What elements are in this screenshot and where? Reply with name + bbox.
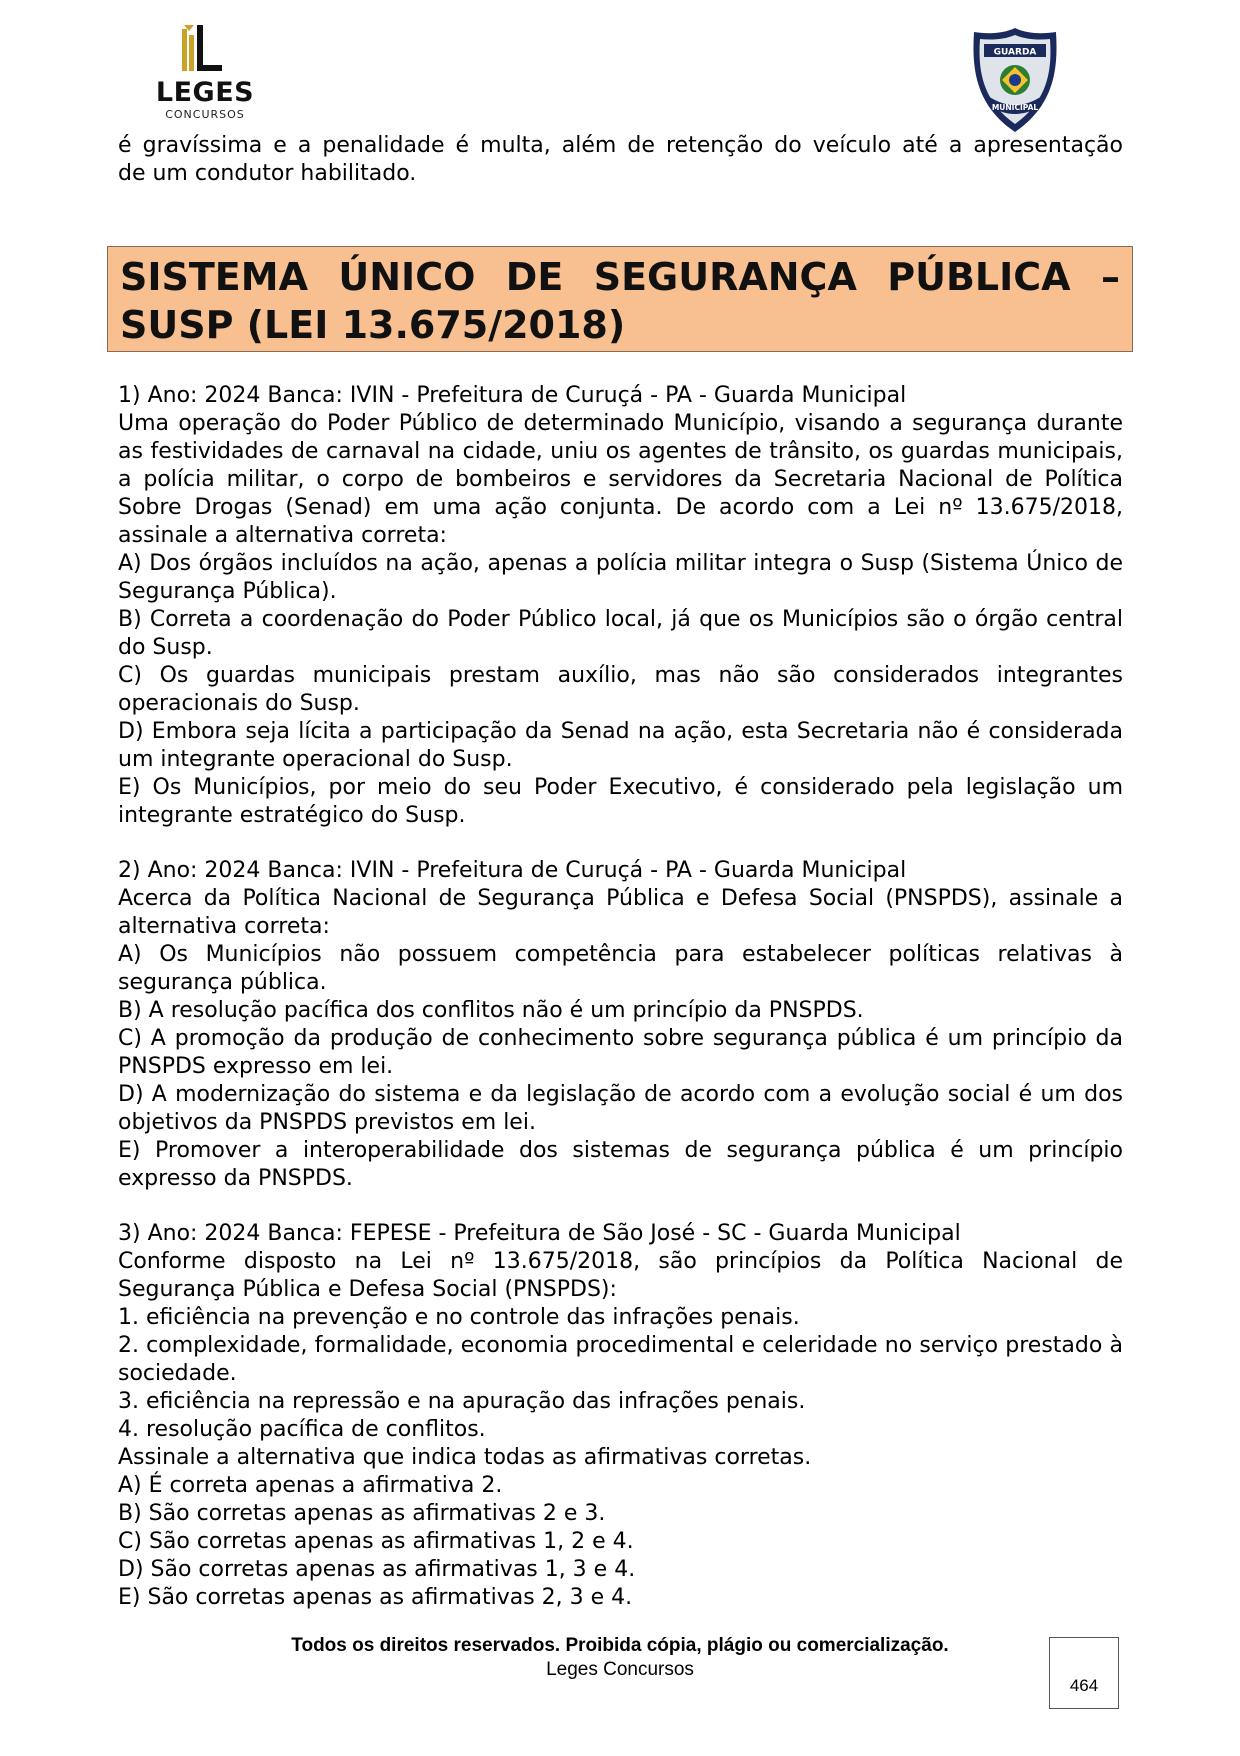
intro-line: é gravíssima e a penalidade é multa, além de retenção do veículo até a apresentação [118, 133, 1123, 158]
leges-logo-icon [180, 25, 225, 79]
logo-brand-text: LEGES [155, 77, 255, 108]
question-statement: Conforme disposto na Lei nº 13.675/2018, são princípios da Política Nacional de Segurança Pública e Defesa Social (PNSPDS): [118, 1249, 1123, 1302]
question-option: B) A resolução pacífica dos conflitos não é um princípio da PNSPDS. [118, 998, 864, 1023]
question-instruction: Assinale a alternativa que indica todas as afirmativas corretas. [118, 1445, 812, 1470]
question-2 [118, 857, 1123, 1193]
question-header: 1) Ano: 2024 Banca: IVIN - Prefeitura de Curuçá - PA - Guarda Municipal [118, 383, 907, 408]
question-option: E) Os Municípios, por meio do seu Poder Executivo, é considerado pela legislação um integrante estratégico do Susp. [118, 775, 1123, 828]
question-option: C) São corretas apenas as afirmativas 1, 2 e 4. [118, 1529, 634, 1554]
intro-line: de um condutor habilitado. [118, 161, 417, 186]
intro-text [118, 132, 1123, 188]
question-option: D) Embora seja lícita a participação da Senad na ação, esta Secretaria não é considerada um integrante operacional do Susp. [118, 719, 1123, 772]
page-number: 464 [1069, 1676, 1099, 1695]
page-footer [200, 1634, 1040, 1682]
question-statement: Uma operação do Poder Público de determinado Município, visando a segurança durante as festividades de carnaval na cidade, uniu os agentes de trânsito, os guardas municipais, a polícia militar, o corpo de bombeiros e servidores da Secretaria Nacional de Política Sobre Drogas (Senad) em uma ação conjunta. De acordo com a Lei nº 13.675/2018, assinale a alternativa correta: [118, 411, 1123, 548]
question-option: C) A promoção da produção de conhecimento sobre segurança pública é um princípio da PNSPDS expresso em lei. [118, 1026, 1123, 1079]
question-item: 2. complexidade, formalidade, economia procedimental e celeridade no serviço prestado à sociedade. [118, 1333, 1123, 1386]
question-option: E) Promover a interoperabilidade dos sistemas de segurança pública é um princípio expresso da PNSPDS. [118, 1138, 1123, 1191]
footer-company: Leges Concursos [546, 1659, 694, 1680]
guarda-municipal-badge [970, 26, 1060, 134]
question-1 [118, 382, 1123, 830]
badge-bottom-text: MUNICIPAL [991, 103, 1039, 112]
question-option: C) Os guardas municipais prestam auxílio, mas não são considerados integrantes operacionais do Susp. [118, 663, 1123, 716]
footer-rights: Todos os direitos reservados. Proibida cópia, plágio ou comercialização. [291, 1635, 949, 1656]
question-item: 3. eficiência na repressão e na apuração das infrações penais. [118, 1389, 806, 1414]
logo-sub-text: CONCURSOS [165, 108, 245, 121]
section-title-box [107, 246, 1133, 352]
section-title-line-1: SISTEMA ÚNICO DE SEGURANÇA PÚBLICA – [120, 255, 1120, 299]
question-option: A) É correta apenas a afirmativa 2. [118, 1473, 503, 1498]
question-option: A) Os Municípios não possuem competência para estabelecer políticas relativas à segurança pública. [118, 942, 1123, 995]
question-item: 1. eficiência na prevenção e no controle das infrações penais. [118, 1305, 800, 1330]
question-option: D) A modernização do sistema e da legislação de acordo com a evolução social é um dos objetivos da PNSPDS previstos em lei. [118, 1082, 1123, 1135]
question-header: 2) Ano: 2024 Banca: IVIN - Prefeitura de Curuçá - PA - Guarda Municipal [118, 858, 907, 883]
page-header [0, 0, 1240, 135]
question-3 [118, 1220, 1123, 1612]
question-option: D) São corretas apenas as afirmativas 1, 3 e 4. [118, 1557, 636, 1582]
question-option: E) São corretas apenas as afirmativas 2, 3 e 4. [118, 1585, 633, 1610]
question-statement: Acerca da Política Nacional de Segurança Pública e Defesa Social (PNSPDS), assinale a alternativa correta: [118, 886, 1123, 939]
question-item: 4. resolução pacífica de conflitos. [118, 1417, 486, 1442]
question-option: B) Correta a coordenação do Poder Público local, já que os Municípios são o órgão central do Susp. [118, 607, 1123, 660]
page-number-box [1049, 1637, 1119, 1709]
question-option: A) Dos órgãos incluídos na ação, apenas a polícia militar integra o Susp (Sistema Único de Segurança Pública). [118, 551, 1123, 604]
question-option: B) São corretas apenas as afirmativas 2 e 3. [118, 1501, 606, 1526]
leges-logo [150, 25, 260, 120]
badge-top-text: GUARDA [993, 47, 1037, 58]
section-title-line-2: SUSP (LEI 13.675/2018) [120, 303, 626, 347]
question-header: 3) Ano: 2024 Banca: FEPESE - Prefeitura de São José - SC - Guarda Municipal [118, 1221, 961, 1246]
